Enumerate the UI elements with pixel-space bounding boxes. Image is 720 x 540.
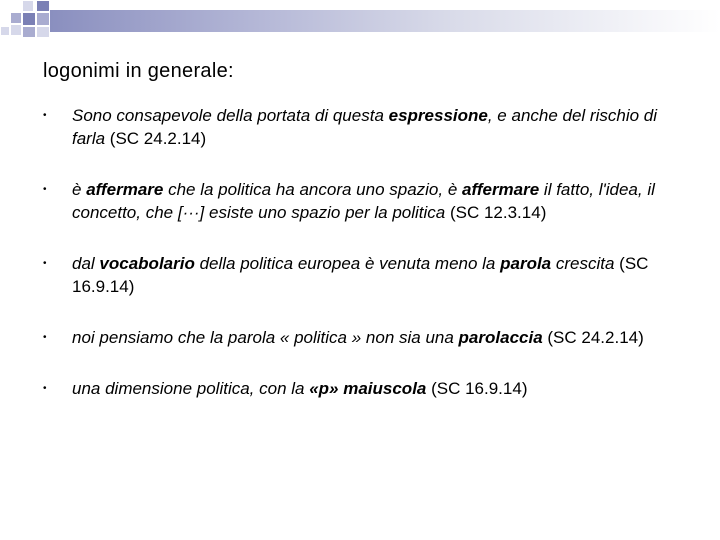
deco-square: [22, 26, 36, 38]
deco-square: [22, 12, 36, 26]
header-decoration: [0, 0, 720, 48]
header-gradient-bar: [50, 10, 720, 32]
bullet-text: Sono consapevole della portata di questa espressione, e anche del rischio di farla (SC 24.2.14): [72, 106, 658, 148]
deco-square: [10, 12, 22, 24]
bullet-marker: •: [43, 258, 47, 269]
deco-square: [36, 26, 50, 38]
deco-square: [36, 0, 50, 12]
list-item: [0, 326, 720, 349]
bullet-marker: •: [43, 332, 47, 343]
bullet-text: dal vocabolario della politica europea è venuta meno la parola crescita (SC 16.9.14): [72, 254, 649, 296]
bullet-marker: •: [43, 383, 47, 394]
bullet-text: una dimensione politica, con la «p» maiuscola (SC 16.9.14): [72, 379, 528, 398]
bullet-text: è affermare che la politica ha ancora uno spazio, è affermare il fatto, l'idea, il concetto, che [···] esiste uno spazio per la politica (SC 12.3.14): [72, 180, 655, 222]
bullet-marker: •: [43, 184, 47, 195]
deco-square: [36, 12, 50, 26]
list-item: [0, 377, 720, 400]
deco-square: [10, 24, 22, 36]
deco-square: [22, 0, 34, 12]
bullet-list: [0, 104, 720, 400]
bullet-marker: •: [43, 110, 47, 121]
list-item: [0, 178, 720, 224]
page-title: logonimi in generale:: [43, 60, 234, 82]
list-item: [0, 252, 720, 298]
deco-square: [0, 26, 10, 36]
list-item: [0, 104, 720, 150]
bullet-text: noi pensiamo che la parola « politica » non sia una parolaccia (SC 24.2.14): [72, 328, 644, 347]
